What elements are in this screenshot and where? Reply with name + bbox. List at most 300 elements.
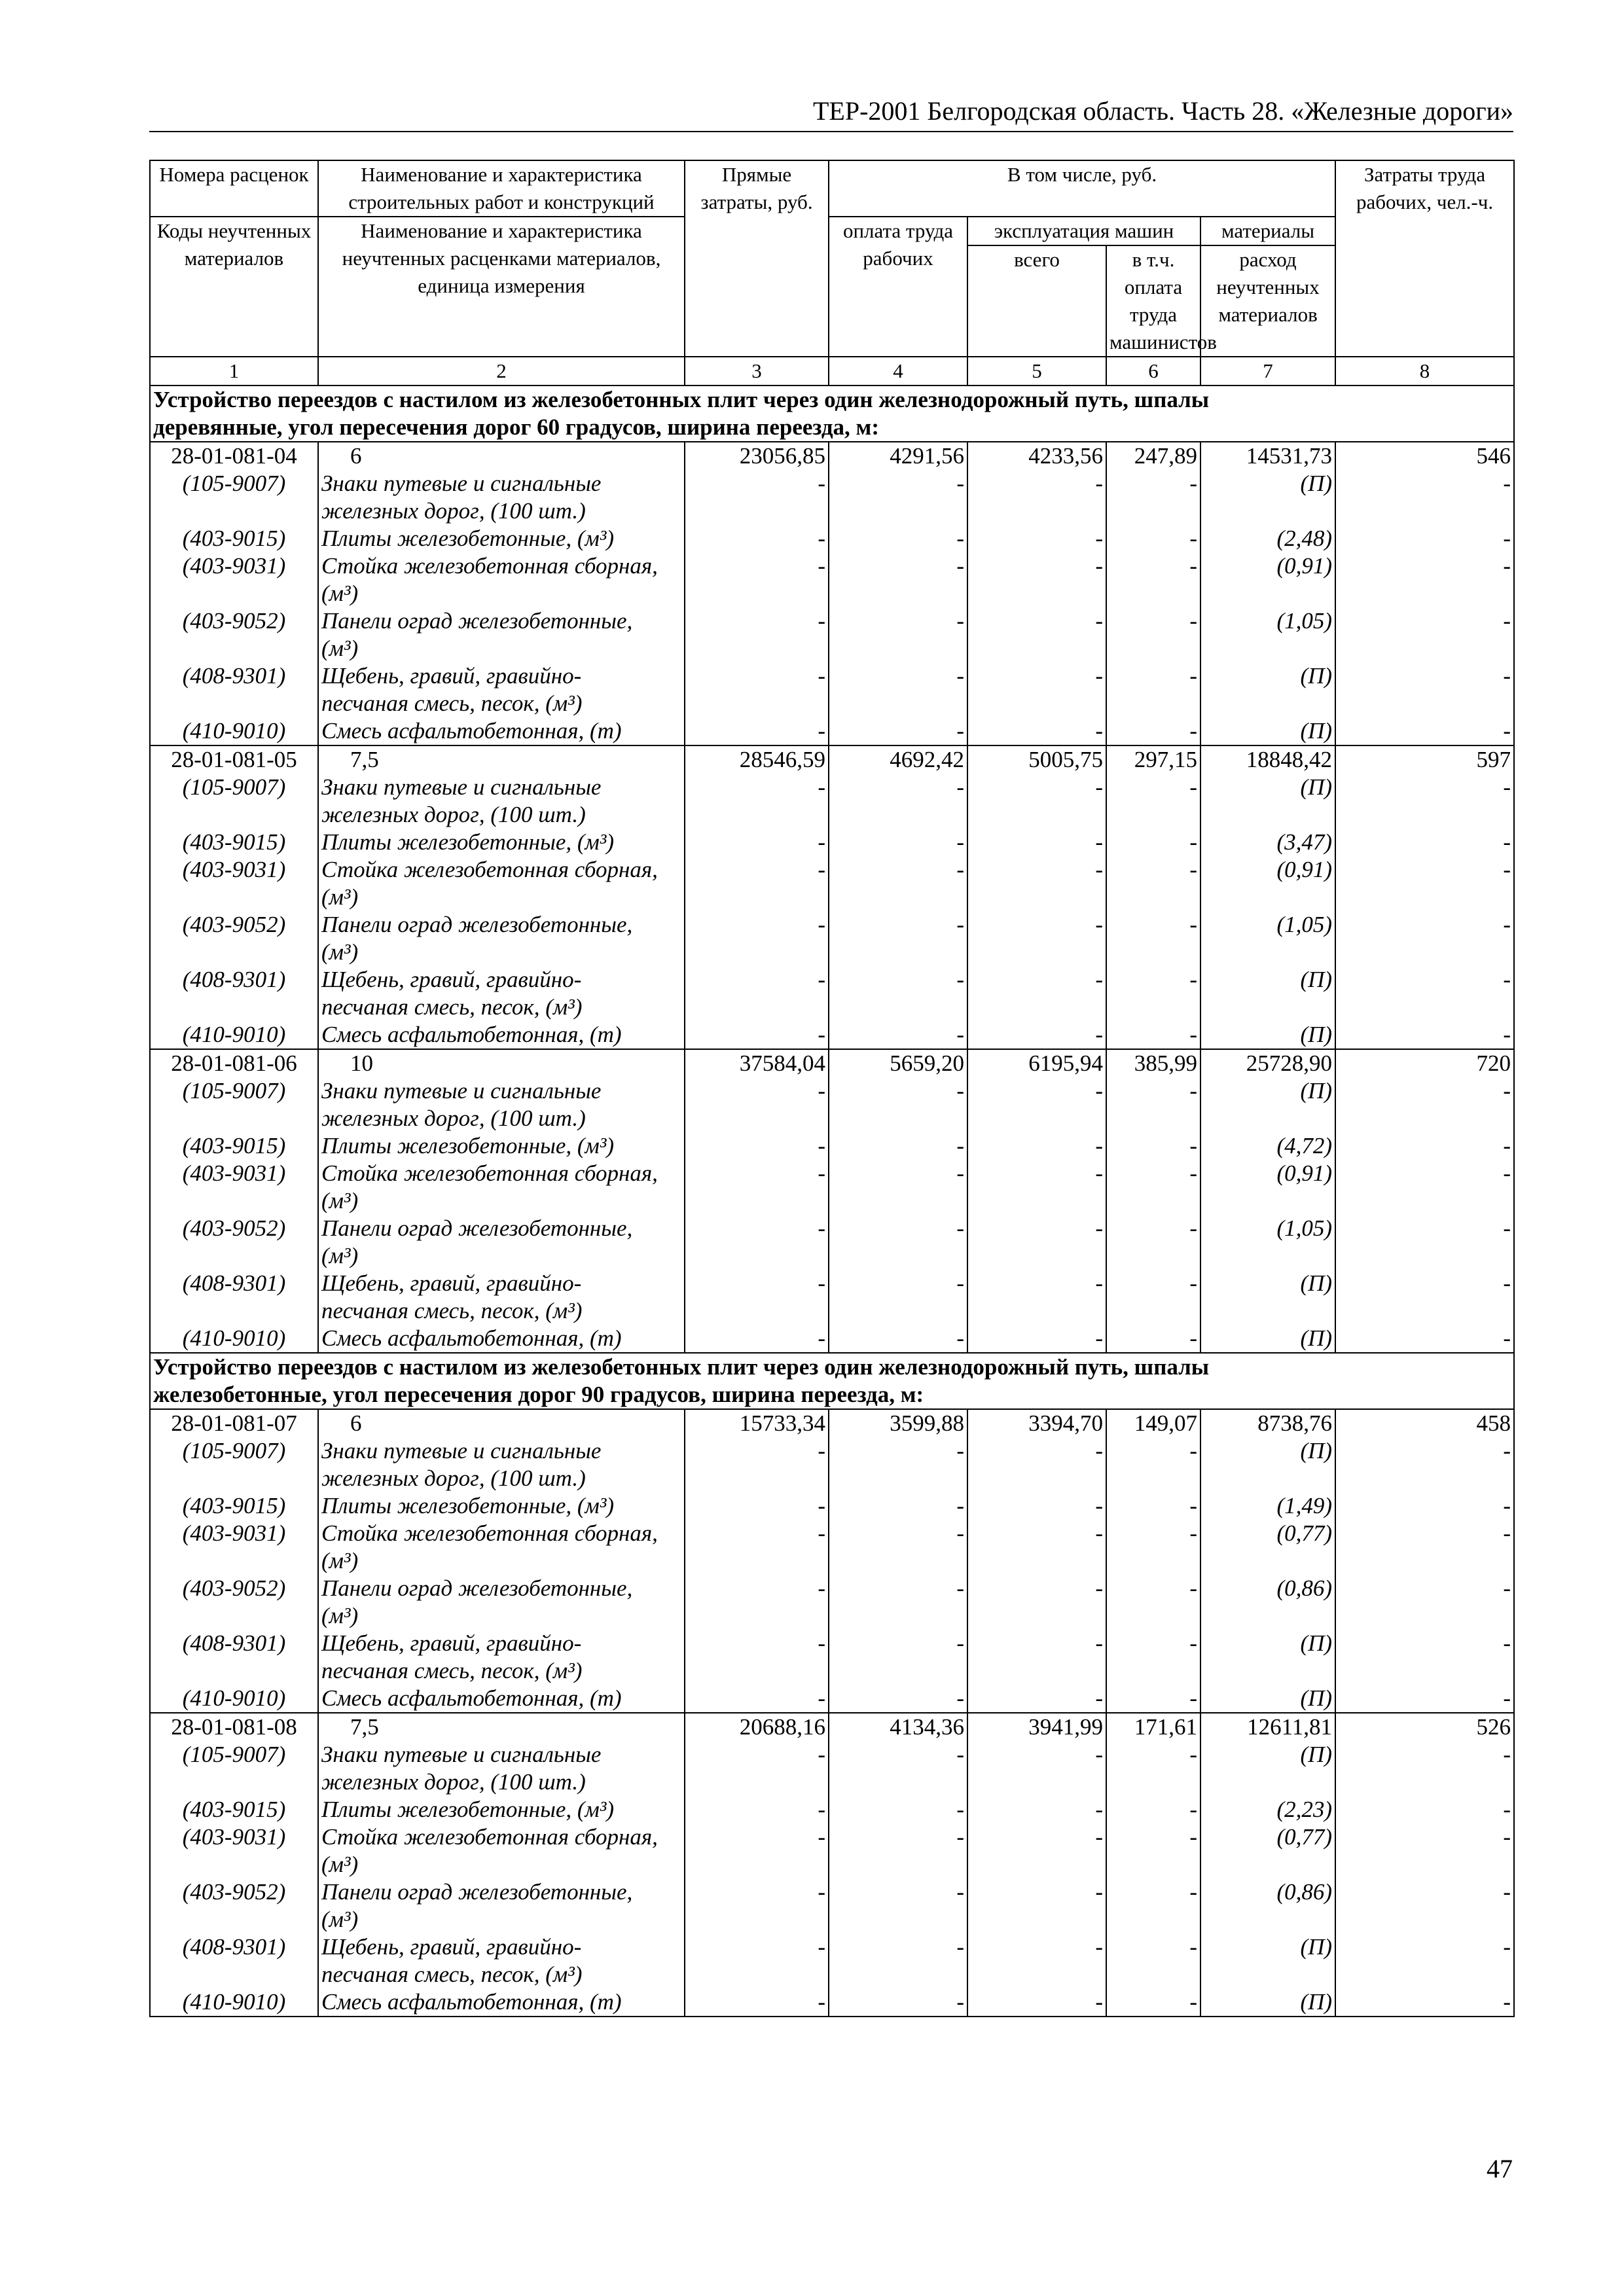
empty-value-dash: - xyxy=(829,525,967,552)
material-code: (105-9007) xyxy=(150,1437,318,1492)
material-code: (410-9010) xyxy=(150,1685,318,1713)
material-name-line: Щебень, гравий, гравийно- xyxy=(321,663,582,689)
material-name-line: (м³) xyxy=(321,884,359,910)
empty-value-dash: - xyxy=(967,966,1106,1021)
empty-value-dash: - xyxy=(1106,1685,1200,1713)
material-name-line: Панели оград железобетонные, xyxy=(321,1575,633,1601)
empty-value-dash: - xyxy=(685,607,829,662)
material-name xyxy=(318,1492,685,1520)
table-body xyxy=(150,386,1514,2017)
empty-value-dash: - xyxy=(1106,1878,1200,1933)
empty-value-dash: - xyxy=(685,1492,829,1520)
material-quantity: (1,49) xyxy=(1200,1492,1335,1520)
empty-value-dash: - xyxy=(967,1988,1106,2017)
material-quantity: (П) xyxy=(1200,717,1335,745)
empty-value-dash: - xyxy=(967,1270,1106,1325)
material-name-line: Знаки путевые и сигнальные xyxy=(321,774,602,800)
empty-value-dash: - xyxy=(1106,525,1200,552)
empty-value-dash: - xyxy=(685,966,829,1021)
empty-value-dash: - xyxy=(967,1077,1106,1132)
material-quantity: (П) xyxy=(1200,966,1335,1021)
empty-value-dash: - xyxy=(1106,1823,1200,1878)
material-name-line: железных дорог, (100 шт.) xyxy=(321,1465,586,1491)
material-name xyxy=(318,525,685,552)
materials-cost-cell: 25728,90 xyxy=(1200,1049,1335,1077)
material-name xyxy=(318,1630,685,1685)
material-row xyxy=(150,1270,1514,1325)
material-quantity: (П) xyxy=(1200,470,1335,525)
empty-value-dash: - xyxy=(685,1270,829,1325)
material-name xyxy=(318,911,685,966)
empty-value-dash: - xyxy=(685,1630,829,1685)
empty-value-dash: - xyxy=(1335,829,1514,856)
material-name-line: (м³) xyxy=(321,1243,359,1268)
material-name-line: (м³) xyxy=(321,581,359,606)
material-quantity: (0,77) xyxy=(1200,1823,1335,1878)
operators-cost-cell: 385,99 xyxy=(1106,1049,1200,1077)
material-quantity: (П) xyxy=(1200,662,1335,717)
material-name xyxy=(318,1796,685,1823)
material-quantity: (П) xyxy=(1200,1021,1335,1049)
material-name xyxy=(318,1021,685,1049)
empty-value-dash: - xyxy=(967,717,1106,745)
material-row xyxy=(150,1077,1514,1132)
empty-value-dash: - xyxy=(1335,911,1514,966)
material-name-line: Стойка железобетонная сборная, xyxy=(321,857,658,882)
empty-value-dash: - xyxy=(967,1520,1106,1575)
empty-value-dash: - xyxy=(967,1575,1106,1630)
empty-value-dash: - xyxy=(685,1021,829,1049)
rate-code: 28-01-081-04 xyxy=(150,442,318,470)
crossing-width: 6 xyxy=(318,442,685,470)
material-name-line: Стойка железобетонная сборная, xyxy=(321,1824,658,1850)
empty-value-dash: - xyxy=(967,911,1106,966)
empty-value-dash: - xyxy=(829,607,967,662)
material-name-line: песчаная смесь, песок, (м³) xyxy=(321,691,583,716)
material-row xyxy=(150,1796,1514,1823)
material-name xyxy=(318,966,685,1021)
material-name-line: Щебень, гравий, гравийно- xyxy=(321,1270,582,1296)
material-name-line: Панели оград железобетонные, xyxy=(321,1215,633,1241)
empty-value-dash: - xyxy=(1106,856,1200,911)
empty-value-dash: - xyxy=(1106,829,1200,856)
material-quantity: (0,91) xyxy=(1200,1160,1335,1215)
section-heading-row xyxy=(150,1353,1514,1409)
material-name-line: (м³) xyxy=(321,636,359,661)
empty-value-dash: - xyxy=(967,1215,1106,1270)
material-name xyxy=(318,1878,685,1933)
direct-cost-cell: 20688,16 xyxy=(685,1713,829,1741)
col1-bottom-head: Коды неучтенных материалов xyxy=(150,217,318,357)
material-name xyxy=(318,1823,685,1878)
material-quantity: (0,77) xyxy=(1200,1520,1335,1575)
empty-value-dash: - xyxy=(1335,1215,1514,1270)
material-quantity: (1,05) xyxy=(1200,911,1335,966)
empty-value-dash: - xyxy=(685,1796,829,1823)
material-quantity: (0,91) xyxy=(1200,856,1335,911)
rate-code: 28-01-081-08 xyxy=(150,1713,318,1741)
direct-cost-cell: 23056,85 xyxy=(685,442,829,470)
material-quantity: (П) xyxy=(1200,774,1335,829)
empty-value-dash: - xyxy=(829,1575,967,1630)
material-code: (403-9015) xyxy=(150,525,318,552)
material-row xyxy=(150,966,1514,1021)
material-name-line: Стойка железобетонная сборная, xyxy=(321,553,658,579)
column-number: 8 xyxy=(1335,357,1514,386)
rate-code: 28-01-081-05 xyxy=(150,745,318,774)
material-quantity: (0,91) xyxy=(1200,552,1335,607)
col3-head: Прямые затраты, руб. xyxy=(685,160,829,357)
material-row xyxy=(150,607,1514,662)
empty-value-dash: - xyxy=(1106,1520,1200,1575)
material-name xyxy=(318,829,685,856)
column-number: 2 xyxy=(318,357,685,386)
empty-value-dash: - xyxy=(829,774,967,829)
empty-value-dash: - xyxy=(1106,1215,1200,1270)
material-name-line: Щебень, гравий, гравийно- xyxy=(321,967,582,992)
material-name xyxy=(318,607,685,662)
crossing-width: 7,5 xyxy=(318,745,685,774)
empty-value-dash: - xyxy=(967,552,1106,607)
empty-value-dash: - xyxy=(967,1021,1106,1049)
material-code: (408-9301) xyxy=(150,662,318,717)
empty-value-dash: - xyxy=(967,1741,1106,1796)
empty-value-dash: - xyxy=(685,856,829,911)
col6-head: в т.ч. оплата труда машинистов xyxy=(1106,245,1200,357)
empty-value-dash: - xyxy=(829,966,967,1021)
material-quantity: (2,48) xyxy=(1200,525,1335,552)
machines-cost-cell: 4233,56 xyxy=(967,442,1106,470)
material-code: (105-9007) xyxy=(150,774,318,829)
material-name-line: Плиты железобетонные, (м³) xyxy=(321,1797,615,1822)
column-number: 6 xyxy=(1106,357,1200,386)
empty-value-dash: - xyxy=(967,1160,1106,1215)
material-code: (410-9010) xyxy=(150,1988,318,2017)
material-code: (410-9010) xyxy=(150,717,318,745)
material-row xyxy=(150,774,1514,829)
direct-cost-cell: 37584,04 xyxy=(685,1049,829,1077)
material-name xyxy=(318,1520,685,1575)
section-title xyxy=(150,386,1514,442)
empty-value-dash: - xyxy=(829,1215,967,1270)
empty-value-dash: - xyxy=(829,552,967,607)
material-name xyxy=(318,1988,685,2017)
empty-value-dash: - xyxy=(829,1741,967,1796)
material-row xyxy=(150,1325,1514,1353)
material-quantity: (П) xyxy=(1200,1933,1335,1988)
empty-value-dash: - xyxy=(685,829,829,856)
material-row xyxy=(150,1132,1514,1160)
empty-value-dash: - xyxy=(829,1492,967,1520)
empty-value-dash: - xyxy=(1106,1988,1200,2017)
empty-value-dash: - xyxy=(685,717,829,745)
empty-value-dash: - xyxy=(1335,1796,1514,1823)
col1-top-head: Номера расценок xyxy=(150,160,318,217)
material-name-line: Знаки путевые и сигнальные xyxy=(321,471,602,496)
material-code: (403-9015) xyxy=(150,1492,318,1520)
empty-value-dash: - xyxy=(1106,662,1200,717)
material-name-line: железных дорог, (100 шт.) xyxy=(321,1105,586,1131)
material-name-line: песчаная смесь, песок, (м³) xyxy=(321,1298,583,1323)
material-row xyxy=(150,1520,1514,1575)
material-row xyxy=(150,911,1514,966)
empty-value-dash: - xyxy=(829,1132,967,1160)
labor-hours-cell: 526 xyxy=(1335,1713,1514,1741)
running-header xyxy=(149,92,1513,132)
empty-value-dash: - xyxy=(1106,717,1200,745)
empty-value-dash: - xyxy=(1335,1077,1514,1132)
material-name xyxy=(318,774,685,829)
empty-value-dash: - xyxy=(829,470,967,525)
material-name-line: железных дорог, (100 шт.) xyxy=(321,498,586,524)
empty-value-dash: - xyxy=(1106,966,1200,1021)
material-code: (408-9301) xyxy=(150,1630,318,1685)
material-name xyxy=(318,1270,685,1325)
empty-value-dash: - xyxy=(967,1325,1106,1353)
empty-value-dash: - xyxy=(685,774,829,829)
material-row xyxy=(150,1160,1514,1215)
material-name-line: (м³) xyxy=(321,939,359,965)
labor-cost-cell: 4291,56 xyxy=(829,442,967,470)
material-code: (403-9052) xyxy=(150,911,318,966)
section-title-line: железобетонные, угол пересечения дорог 90 градусов, ширина переезда, м: xyxy=(153,1382,924,1407)
empty-value-dash: - xyxy=(1106,607,1200,662)
empty-value-dash: - xyxy=(1106,1492,1200,1520)
section-title xyxy=(150,1353,1514,1409)
empty-value-dash: - xyxy=(1335,1520,1514,1575)
empty-value-dash: - xyxy=(1335,717,1514,745)
col7-head: расход неучтенных материалов xyxy=(1200,245,1335,357)
empty-value-dash: - xyxy=(967,1796,1106,1823)
empty-value-dash: - xyxy=(967,1630,1106,1685)
empty-value-dash: - xyxy=(967,525,1106,552)
labor-cost-cell: 5659,20 xyxy=(829,1049,967,1077)
empty-value-dash: - xyxy=(967,607,1106,662)
material-name-line: Стойка железобетонная сборная, xyxy=(321,1520,658,1546)
operators-cost-cell: 171,61 xyxy=(1106,1713,1200,1741)
material-row xyxy=(150,470,1514,525)
material-name-line: Смесь асфальтобетонная, (т) xyxy=(321,1685,622,1711)
empty-value-dash: - xyxy=(1335,1492,1514,1520)
material-quantity: (П) xyxy=(1200,1630,1335,1685)
material-row xyxy=(150,1878,1514,1933)
material-name-line: Панели оград железобетонные, xyxy=(321,608,633,634)
material-name-line: песчаная смесь, песок, (м³) xyxy=(321,994,583,1020)
material-code: (403-9031) xyxy=(150,1160,318,1215)
material-name-line: Щебень, гравий, гравийно- xyxy=(321,1934,582,1960)
empty-value-dash: - xyxy=(1335,525,1514,552)
material-code: (408-9301) xyxy=(150,1270,318,1325)
material-name-line: Плиты железобетонные, (м³) xyxy=(321,526,615,551)
material-code: (410-9010) xyxy=(150,1021,318,1049)
material-row xyxy=(150,1823,1514,1878)
empty-value-dash: - xyxy=(829,829,967,856)
empty-value-dash: - xyxy=(967,1823,1106,1878)
empty-value-dash: - xyxy=(1106,1933,1200,1988)
empty-value-dash: - xyxy=(829,911,967,966)
material-name-line: Плиты железобетонные, (м³) xyxy=(321,829,615,855)
empty-value-dash: - xyxy=(829,1933,967,1988)
section-title-line: Устройство переездов с настилом из железобетонных плит через один железнодорожный путь, шпалы xyxy=(153,1354,1210,1380)
empty-value-dash: - xyxy=(1106,1630,1200,1685)
material-name-line: Панели оград железобетонные, xyxy=(321,1879,633,1905)
material-name-line: (м³) xyxy=(321,1188,359,1213)
material-name xyxy=(318,662,685,717)
material-name-line: (м³) xyxy=(321,1603,359,1628)
empty-value-dash: - xyxy=(1335,1160,1514,1215)
empty-value-dash: - xyxy=(685,1077,829,1132)
material-name-line: Знаки путевые и сигнальные xyxy=(321,1438,602,1463)
material-quantity: (П) xyxy=(1200,1325,1335,1353)
empty-value-dash: - xyxy=(829,1270,967,1325)
empty-value-dash: - xyxy=(829,1685,967,1713)
material-name-line: Стойка железобетонная сборная, xyxy=(321,1160,658,1186)
materials-cost-cell: 12611,81 xyxy=(1200,1713,1335,1741)
empty-value-dash: - xyxy=(1106,1796,1200,1823)
empty-value-dash: - xyxy=(1335,1741,1514,1796)
empty-value-dash: - xyxy=(1106,1077,1200,1132)
material-name-line: Смесь асфальтобетонная, (т) xyxy=(321,718,622,744)
material-quantity: (П) xyxy=(1200,1741,1335,1796)
material-quantity: (4,72) xyxy=(1200,1132,1335,1160)
material-row xyxy=(150,1575,1514,1630)
materials-cost-cell: 8738,76 xyxy=(1200,1409,1335,1437)
col5-head: всего xyxy=(967,245,1106,357)
empty-value-dash: - xyxy=(1106,1741,1200,1796)
empty-value-dash: - xyxy=(685,1823,829,1878)
empty-value-dash: - xyxy=(967,774,1106,829)
empty-value-dash: - xyxy=(685,1325,829,1353)
operators-cost-cell: 247,89 xyxy=(1106,442,1200,470)
table-header xyxy=(150,160,1514,386)
empty-value-dash: - xyxy=(829,1796,967,1823)
empty-value-dash: - xyxy=(967,662,1106,717)
material-name-line: (м³) xyxy=(321,1548,359,1573)
empty-value-dash: - xyxy=(829,1823,967,1878)
operators-cost-cell: 297,15 xyxy=(1106,745,1200,774)
material-row xyxy=(150,1630,1514,1685)
material-name xyxy=(318,856,685,911)
empty-value-dash: - xyxy=(829,1630,967,1685)
empty-value-dash: - xyxy=(1335,774,1514,829)
empty-value-dash: - xyxy=(685,1215,829,1270)
empty-value-dash: - xyxy=(1106,470,1200,525)
crossing-width: 10 xyxy=(318,1049,685,1077)
empty-value-dash: - xyxy=(1335,1575,1514,1630)
empty-value-dash: - xyxy=(685,1575,829,1630)
operators-cost-cell: 149,07 xyxy=(1106,1409,1200,1437)
material-name-line: песчаная смесь, песок, (м³) xyxy=(321,1962,583,1987)
labor-hours-cell: 458 xyxy=(1335,1409,1514,1437)
column-number: 1 xyxy=(150,357,318,386)
labor-cost-cell: 4692,42 xyxy=(829,745,967,774)
material-row xyxy=(150,525,1514,552)
empty-value-dash: - xyxy=(685,1520,829,1575)
empty-value-dash: - xyxy=(1106,552,1200,607)
labor-hours-cell: 546 xyxy=(1335,442,1514,470)
material-code: (408-9301) xyxy=(150,1933,318,1988)
material-name-line: песчаная смесь, песок, (м³) xyxy=(321,1658,583,1683)
empty-value-dash: - xyxy=(1335,607,1514,662)
empty-value-dash: - xyxy=(1335,552,1514,607)
empty-value-dash: - xyxy=(1335,470,1514,525)
crossing-width: 6 xyxy=(318,1409,685,1437)
material-name xyxy=(318,1077,685,1132)
material-quantity: (3,47) xyxy=(1200,829,1335,856)
material-code: (403-9015) xyxy=(150,829,318,856)
material-row xyxy=(150,1988,1514,2017)
empty-value-dash: - xyxy=(685,552,829,607)
machines-head: эксплуатация машин xyxy=(967,217,1200,245)
empty-value-dash: - xyxy=(1106,1132,1200,1160)
rate-row xyxy=(150,745,1514,774)
machines-cost-cell: 5005,75 xyxy=(967,745,1106,774)
material-quantity: (П) xyxy=(1200,1685,1335,1713)
empty-value-dash: - xyxy=(685,1685,829,1713)
material-name-line: Панели оград железобетонные, xyxy=(321,912,633,937)
material-name xyxy=(318,1325,685,1353)
materials-head: материалы xyxy=(1200,217,1335,245)
rate-code: 28-01-081-07 xyxy=(150,1409,318,1437)
material-quantity: (0,86) xyxy=(1200,1878,1335,1933)
empty-value-dash: - xyxy=(829,1077,967,1132)
col2-bottom-head: Наименование и характеристика неучтенных расценками материалов, единица измерения xyxy=(318,217,685,357)
empty-value-dash: - xyxy=(685,1160,829,1215)
empty-value-dash: - xyxy=(1106,911,1200,966)
empty-value-dash: - xyxy=(829,1988,967,2017)
material-code: (105-9007) xyxy=(150,1741,318,1796)
material-code: (408-9301) xyxy=(150,966,318,1021)
empty-value-dash: - xyxy=(967,1933,1106,1988)
material-code: (403-9052) xyxy=(150,607,318,662)
empty-value-dash: - xyxy=(1106,1325,1200,1353)
empty-value-dash: - xyxy=(685,1132,829,1160)
empty-value-dash: - xyxy=(829,1160,967,1215)
empty-value-dash: - xyxy=(829,1325,967,1353)
empty-value-dash: - xyxy=(1335,1270,1514,1325)
material-quantity: (1,05) xyxy=(1200,1215,1335,1270)
material-name-line: (м³) xyxy=(321,1852,359,1877)
empty-value-dash: - xyxy=(685,1988,829,2017)
material-code: (105-9007) xyxy=(150,1077,318,1132)
empty-value-dash: - xyxy=(967,1685,1106,1713)
empty-value-dash: - xyxy=(685,1437,829,1492)
empty-value-dash: - xyxy=(1335,1132,1514,1160)
empty-value-dash: - xyxy=(829,1878,967,1933)
section-title-line: деревянные, угол пересечения дорог 60 градусов, ширина переезда, м: xyxy=(153,414,880,440)
rate-row xyxy=(150,1409,1514,1437)
empty-value-dash: - xyxy=(685,470,829,525)
rate-code: 28-01-081-06 xyxy=(150,1049,318,1077)
rates-table xyxy=(149,160,1515,2017)
empty-value-dash: - xyxy=(967,1492,1106,1520)
empty-value-dash: - xyxy=(1335,1823,1514,1878)
col8-head: Затраты труда рабочих, чел.-ч. xyxy=(1335,160,1514,357)
empty-value-dash: - xyxy=(685,911,829,966)
empty-value-dash: - xyxy=(1335,662,1514,717)
material-row xyxy=(150,662,1514,717)
material-quantity: (1,05) xyxy=(1200,607,1335,662)
material-code: (403-9015) xyxy=(150,1132,318,1160)
material-name xyxy=(318,552,685,607)
material-name-line: Знаки путевые и сигнальные xyxy=(321,1742,602,1767)
material-quantity: (0,86) xyxy=(1200,1575,1335,1630)
material-name xyxy=(318,1575,685,1630)
empty-value-dash: - xyxy=(1335,1685,1514,1713)
column-numbers-row xyxy=(150,357,1514,386)
materials-cost-cell: 18848,42 xyxy=(1200,745,1335,774)
material-name-line: железных дорог, (100 шт.) xyxy=(321,802,586,827)
